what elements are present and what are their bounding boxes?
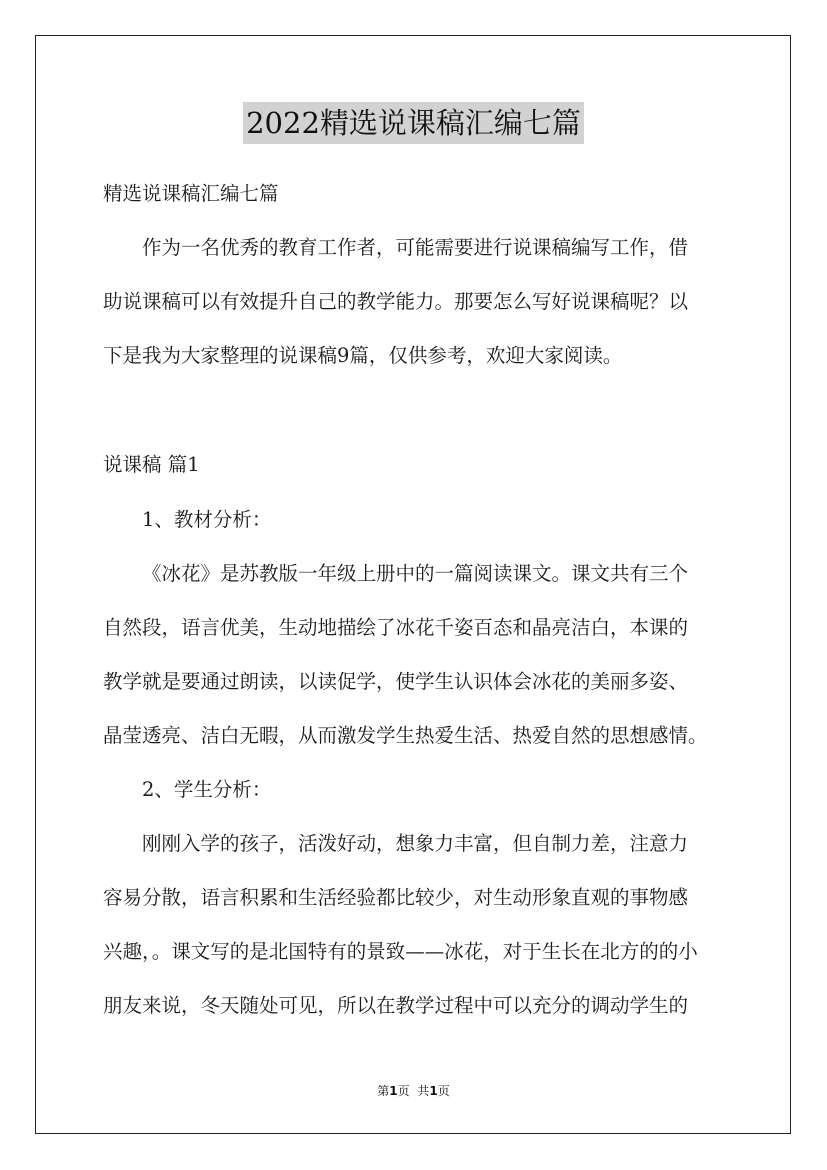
item1-line-3: 教学就是要通过朗读，以读促学，使学生认识体会冰花的美丽多姿、 — [103, 670, 689, 693]
intro-line-1: 作为一名优秀的教育工作者，可能需要进行说课稿编写工作，借 — [142, 236, 689, 259]
footer-page-number: 1 — [389, 1084, 398, 1098]
document-title: 2022精选说课稿汇编七篇 — [243, 102, 584, 144]
item2-line-2: 容易分散，语言积累和生活经验都比较少，对生动形象直观的事物感 — [103, 886, 689, 909]
item1-line-1: 《冰花》是苏教版一年级上册中的一篇阅读课文。课文共有三个 — [142, 562, 689, 585]
section-heading: 说课稿 篇1 — [103, 453, 200, 476]
item2-line-3: 兴趣，。课文写的是北国特有的景致——冰花，对于生长在北方的的小 — [103, 940, 698, 963]
item2-heading: 2、学生分析： — [142, 778, 272, 801]
item1-heading: 1、教材分析： — [142, 508, 272, 531]
item1-line-4: 晶莹透亮、洁白无暇，从而激发学生热爱生活、热爱自然的思想感情。 — [103, 724, 708, 747]
intro-line-2: 助说课稿可以有效提升自己的教学能力。那要怎么写好说课稿呢？以 — [103, 290, 689, 313]
item2-line-1: 刚刚入学的孩子，活泼好动，想象力丰富，但自制力差，注意力 — [142, 832, 689, 855]
item2-line-4: 朋友来说，冬天随处可见，所以在教学过程中可以充分的调动学生的 — [103, 994, 689, 1017]
intro-line-3: 下是我为大家整理的说课稿9篇，仅供参考，欢迎大家阅读。 — [103, 344, 623, 367]
footer-total-number: 1 — [429, 1084, 438, 1098]
page-footer — [0, 1083, 827, 1099]
title-container — [0, 102, 827, 144]
footer-total-suffix: 页 — [437, 1084, 450, 1098]
item1-line-2: 自然段，语言优美，生动地描绘了冰花千姿百态和晶亮洁白，本课的 — [103, 616, 689, 639]
footer-total-prefix: 共 — [417, 1084, 430, 1098]
footer-page-prefix: 第 — [377, 1084, 390, 1098]
footer-page-suffix: 页 — [397, 1084, 410, 1098]
document-subtitle: 精选说课稿汇编七篇 — [103, 182, 279, 205]
